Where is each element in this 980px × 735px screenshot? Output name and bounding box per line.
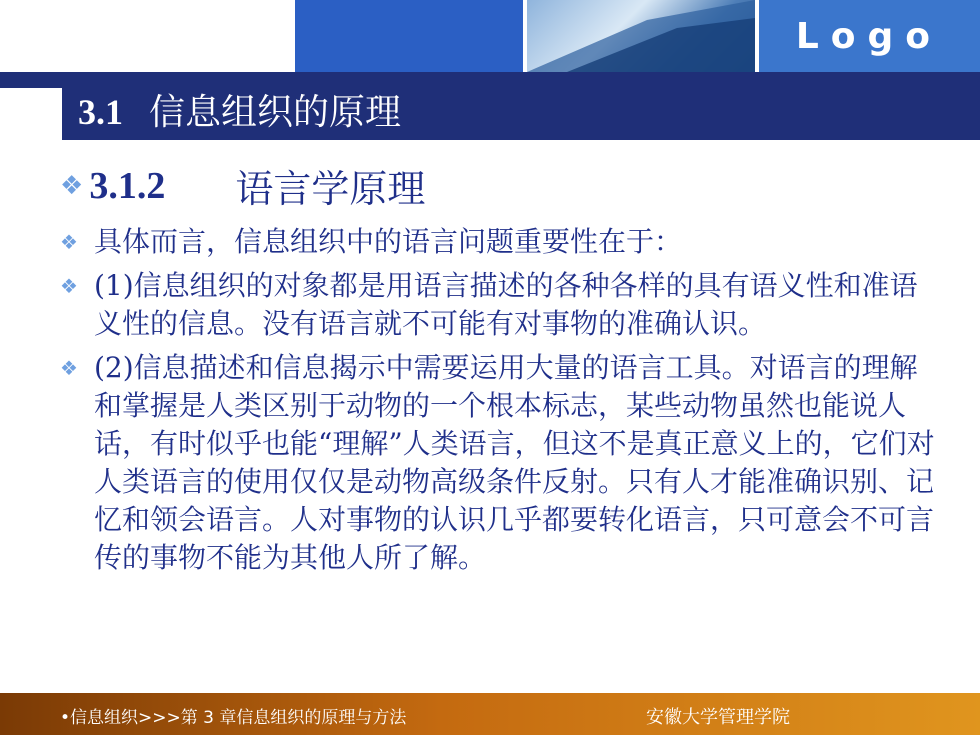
section-name: 语言学原理: [235, 167, 426, 211]
bullet-text: (1)信息组织的对象都是用语言描述的各种各样的具有语义性和准语义性的信息。没有语言就不可能有对事物的准确认识。: [94, 269, 918, 340]
diamond-bullet-icon: ❖: [60, 170, 84, 201]
logo-text: Logo: [795, 16, 942, 57]
slide-title: [78, 84, 401, 135]
slide-content: [60, 158, 940, 583]
header-block-logo: [759, 0, 980, 72]
bullet-item: [60, 223, 940, 261]
bullet-text: (2)信息描述和信息揭示中需要运用大量的语言工具。对语言的理解和掌握是人类区别于动物的一个根本标志，某些动物虽然也能说人话，有时似乎也能“理解”人类语言，但这不是真正意义上的，它们对人类语言的使用仅仅是动物高级条件反射。只有人才能准确识别、记忆和领会语言。人对事物的认识几乎都要转化语言，只可意会不可言传的事物不能为其他人所了解。: [94, 351, 935, 574]
section-code: 3.1.2: [89, 164, 166, 207]
header-block-building-image: [527, 0, 755, 72]
bullet-text: 具体而言，信息组织中的语言问题重要性在于：: [94, 225, 683, 258]
slide-title-number: 3.1: [78, 92, 123, 132]
footer-institution: 安徽大学管理学院: [646, 707, 790, 728]
bullet-item: [60, 267, 940, 343]
footer-chapter: •信息组织>>>第 3 章信息组织的原理与方法: [60, 708, 407, 728]
header-block-blue: [295, 0, 523, 72]
bullet-item: [60, 349, 940, 577]
section-heading: [60, 158, 940, 213]
slide-title-text: 信息组织的原理: [149, 92, 402, 133]
diamond-bullet-icon: ❖: [60, 356, 78, 380]
title-notch: [0, 88, 62, 140]
building-image: [527, 0, 755, 72]
diamond-bullet-icon: ❖: [60, 230, 78, 254]
footer-bar: [0, 693, 980, 735]
diamond-bullet-icon: ❖: [60, 274, 78, 298]
